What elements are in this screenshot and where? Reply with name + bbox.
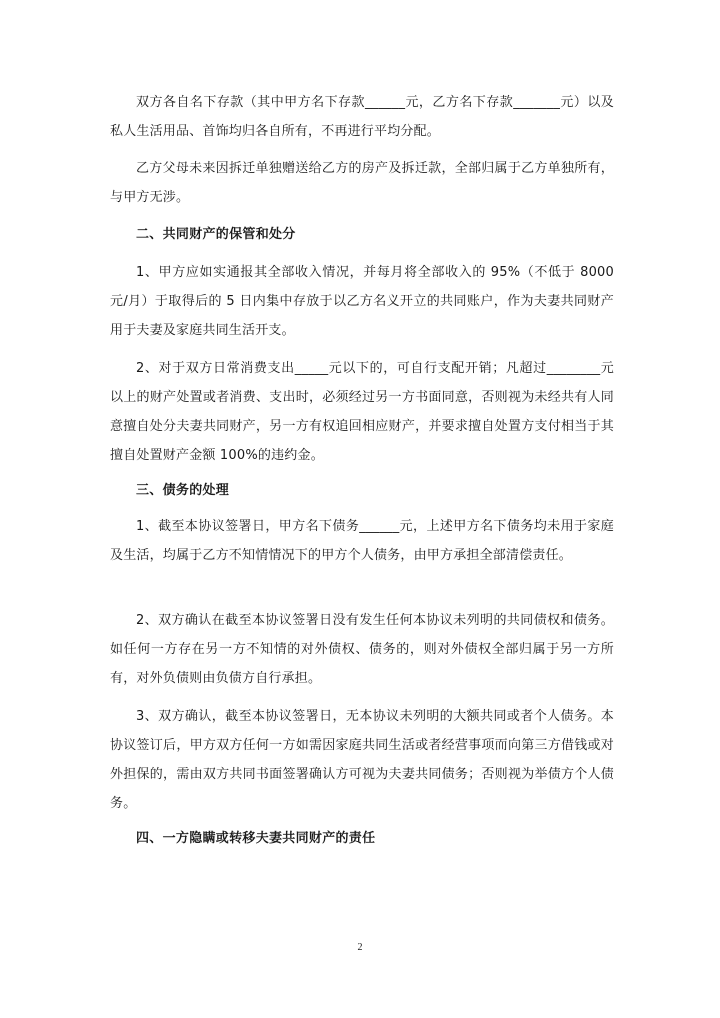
paragraph-future-debt: 3、双方确认，截至本协议签署日，无本协议未列明的大额共同或者个人债务。本协议签订后，甲方双方任何一方如需因家庭共同生活或者经营事项而向第三方借钱或对外担保的，需由双方共同书面签署确认方可视为夫妻共同债务；否则视为举债方个人债务。 [110,709,614,811]
paragraph-spending-limit: 2、对于双方日常消费支出_____元以下的，可自行支配开销；凡超过________元以上的财产处置或者消费、支出时，必须经过另一方书面同意，否则视为未经共有人同意擅自处分夫妻共同财产，另一方有权追回相应财产，并要求擅自处置方支付相当于其擅自处置财产金额 100%的违约金。 [110,361,614,463]
section-heading-4: 四、一方隐瞒或转移夫妻共同财产的责任 [136,831,376,846]
section-heading-2: 二、共同财产的保管和处分 [136,227,296,242]
paragraph-parents-gift: 乙方父母未来因拆迁单独赠送给乙方的房产及拆迁款，全部归属于乙方单独所有，与甲方无涉。 [110,161,614,205]
paragraph-income-report: 1、甲方应如实通报其全部收入情况，并每月将全部收入的 95%（不低于 8000 元/月）于取得后的 5 日内集中存放于以乙方名义开立的共同账户，作为夫妻共同财产用于夫妻及家庭共同生活开支。 [110,265,614,338]
paragraph-party-a-debt: 1、截至本协议签署日，甲方名下债务______元，上述甲方名下债务均未用于家庭及生活，均属于乙方不知情情况下的甲方个人债务，由甲方承担全部清偿责任。 [110,519,614,563]
paragraph-undisclosed-claims: 2、双方确认在截至本协议签署日没有发生任何本协议未列明的共同债权和债务。如任何一方存在另一方不知情的对外债权、债务的，则对外债权全部归属于另一方所有，对外负债则由负债方自行承担。 [110,613,614,686]
paragraph-separate-deposits: 双方各自名下存款（其中甲方名下存款______元，乙方名下存款_______元）以及私人生活用品、首饰均归各自所有，不再进行平均分配。 [110,95,614,139]
page-number: 2 [357,942,363,953]
section-heading-3: 三、债务的处理 [136,483,230,498]
